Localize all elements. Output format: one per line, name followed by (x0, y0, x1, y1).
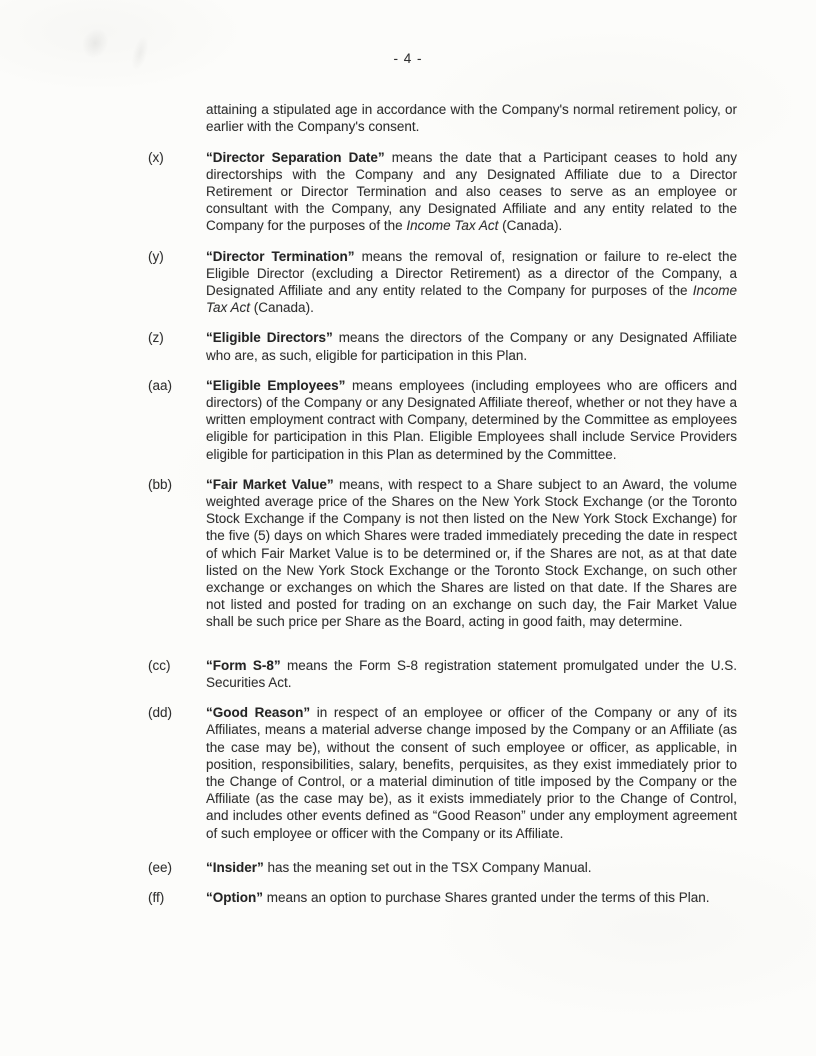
definition-item-bb (148, 476, 816, 631)
definition-label: (ff) (148, 889, 165, 905)
definition-text: “Director Separation Date” means the date that a Participant ceases to hold any directorships with the Company and any Designated Affiliate due to a Director Retirement or Director Termination and also ceases to serve as an employee or consultant with the Company, any Designated Affiliate and any entity related to the Company for the purposes of the Income Tax Act (Canada). (206, 149, 738, 234)
definition-label: (dd) (148, 705, 173, 721)
definition-label: (ee) (148, 859, 173, 875)
definition-item-aa (148, 377, 816, 463)
definition-label: (x) (148, 149, 164, 165)
definition-item-ee (148, 859, 816, 876)
definition-text: “Form S-8” means the Form S-8 registration statement promulgated under the U.S. Securities Act. (206, 657, 737, 690)
definition-item-cc (148, 657, 816, 691)
definition-text: “Insider” has the meaning set out in the TSX Company Manual. (206, 859, 592, 875)
definition-text: “Director Termination” means the removal of, resignation or failure to re-elect the Eligible Director (excluding a Director Retirement) as a director of the Company, a Designated Affiliate and any entity related to the Company for purposes of the Income Tax Act (Canada). (206, 248, 737, 316)
definition-item-z (148, 329, 816, 363)
definition-text: “Fair Market Value” means, with respect to a Share subject to an Award, the volume weighted average price of the Shares on the New York Stock Exchange (or the Toronto Stock Exchange if the Company is not then listed on the New York Stock Exchange) for the five (5) days on which Shares were traded immediately preceding the date in respect of which Fair Market Value is to be determined or, if the Shares are not, as at that date listed on the New York Stock Exchange or the Toronto Stock Exchange, on such other exchange or exchanges on which the Shares are listed on that date. If the Shares are not listed and posted for trading on an exchange on such day, the Fair Market Value shall be such price per Share as the Board, acting in good faith, may determine. (206, 476, 737, 630)
continuation-paragraph: attaining a stipulated age in accordance with the Company's normal retirement policy, or earlier with the Company's consent. (206, 102, 737, 135)
definition-text: “Eligible Employees” means employees (including employees who are officers and directors) of the Company or any Designated Affiliate thereof, whether or not they have a written employment contract with Company, determined by the Committee as employees eligible for participation in this Plan. Eligible Employees shall include Service Providers eligible for participation in this Plan as determined by the Committee. (206, 377, 738, 462)
definition-label: (cc) (148, 657, 171, 673)
definition-item-y (148, 248, 816, 317)
definition-text: “Option” means an option to purchase Shares granted under the terms of this Plan. (206, 889, 710, 905)
definition-label: (bb) (148, 476, 173, 492)
definition-label: (aa) (148, 377, 173, 393)
definition-text: “Eligible Directors” means the directors of the Company or any Designated Affiliate who are, as such, eligible for participation in this Plan. (206, 330, 737, 363)
definition-item-x (148, 149, 816, 235)
definition-item-dd (148, 704, 816, 842)
definition-item-ff (148, 889, 816, 906)
definition-label: (y) (148, 248, 164, 264)
definition-label: (z) (148, 330, 164, 346)
page-number: - 4 - (393, 51, 423, 66)
definition-text: “Good Reason” in respect of an employee or officer of the Company or any of its Affiliates, means a material adverse change imposed by the Company or an Affiliate (as the case may be), without the consent of such employee or officer, as applicable, in position, responsibilities, salary, benefits, perquisites, as they exist immediately prior to the Change of Control, or a material diminution of title imposed by the Company or the Affiliate (as the case may be), as it exists immediately prior to the Change of Control, and includes other events defined as “Good Reason” under any employment agreement of such employee or officer with the Company or its Affiliate. (206, 705, 737, 841)
